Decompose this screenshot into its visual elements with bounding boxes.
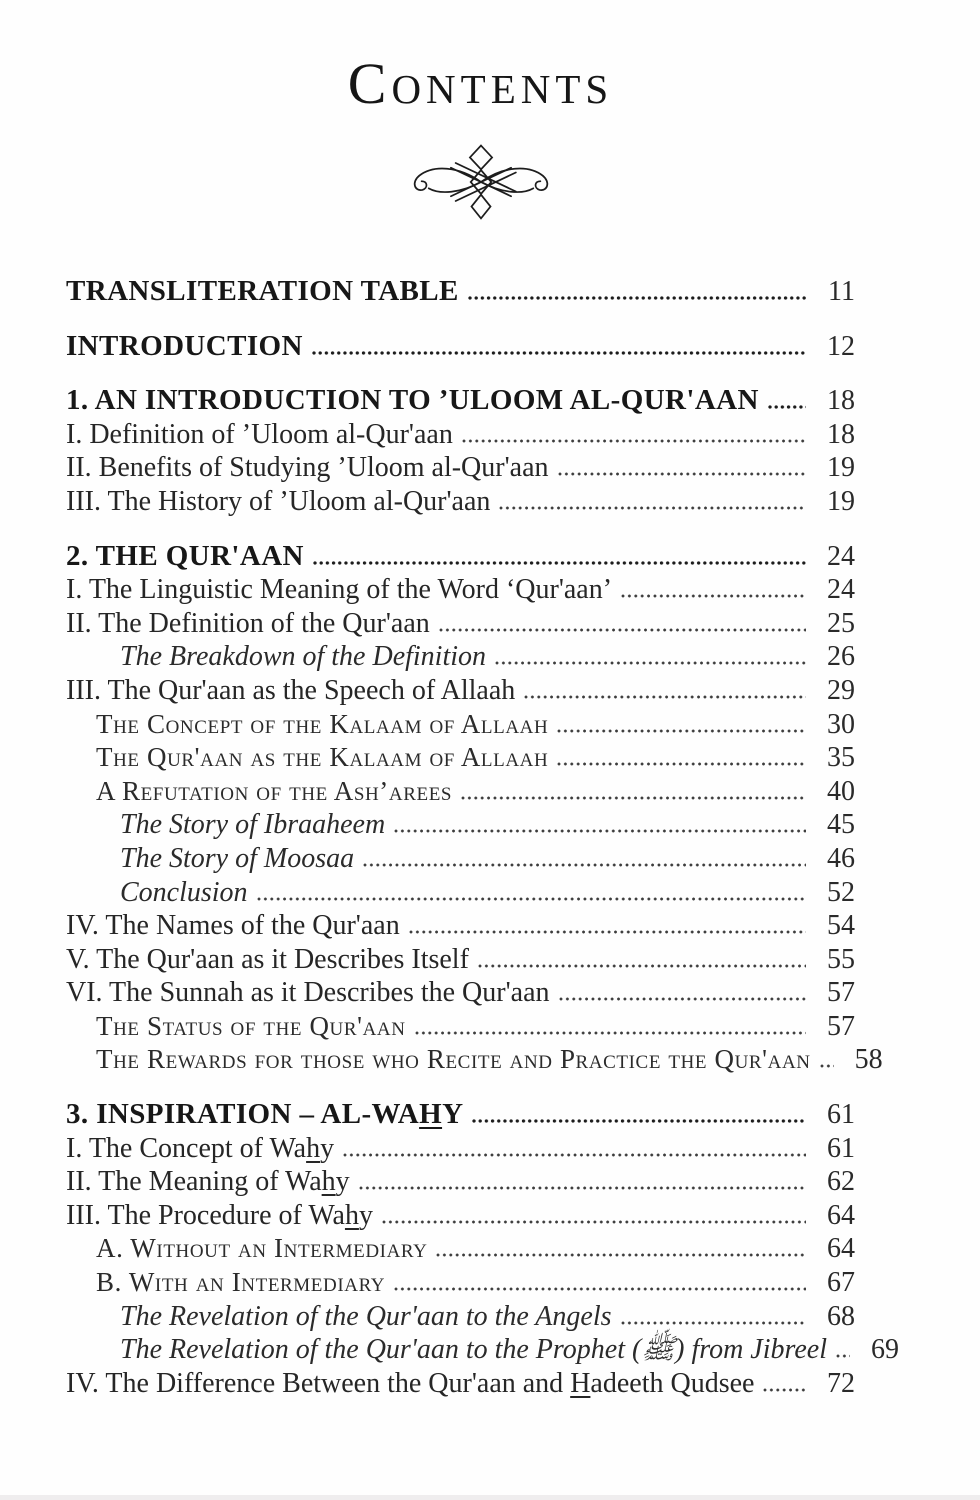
page-number: 54 bbox=[827, 910, 855, 942]
page-number: 11 bbox=[828, 276, 855, 307]
toc-entry bbox=[66, 909, 855, 943]
toc-entry-label: The Breakdown of the Definition bbox=[120, 641, 487, 673]
toc-entry bbox=[66, 1132, 855, 1166]
dot-leader bbox=[436, 1253, 806, 1257]
toc-entry-label: III. The Qur'aan as the Speech of Allaah bbox=[66, 674, 516, 706]
toc-entry-label: I. The Concept of Wahy bbox=[66, 1132, 335, 1164]
toc-entry bbox=[66, 330, 855, 364]
page-title: Contents bbox=[347, 51, 614, 116]
toc-entry bbox=[66, 1043, 883, 1077]
page-number: 25 bbox=[827, 607, 855, 639]
dot-leader bbox=[763, 1388, 806, 1392]
toc-entry-label: The Concept of the Kalaam of Allaah bbox=[96, 708, 549, 739]
dot-leader bbox=[558, 472, 807, 476]
page-number: 52 bbox=[827, 876, 855, 908]
dot-leader bbox=[394, 829, 806, 833]
toc-entry bbox=[66, 640, 855, 674]
toc-entry bbox=[66, 1266, 855, 1300]
page-number: 58 bbox=[854, 1044, 883, 1076]
page-number: 67 bbox=[827, 1267, 855, 1299]
page-number: 69 bbox=[871, 1334, 900, 1366]
page-number: 12 bbox=[827, 330, 855, 362]
dot-leader bbox=[382, 1220, 806, 1224]
toc-entry-label: III. The History of ’Uloom al-Qur'aan bbox=[66, 485, 491, 517]
toc-entry bbox=[66, 540, 855, 574]
toc-entry-label: A Refutation of the Ash’arees bbox=[96, 775, 453, 806]
toc-entry bbox=[66, 1010, 855, 1044]
page-number: 18 bbox=[827, 418, 855, 450]
toc-entry bbox=[66, 485, 855, 519]
toc-entry-label: II. The Definition of the Qur'aan bbox=[66, 607, 430, 639]
page-number: 64 bbox=[827, 1199, 855, 1231]
toc-entry bbox=[66, 741, 855, 775]
dot-leader bbox=[439, 628, 806, 632]
page-number: 40 bbox=[827, 775, 855, 807]
toc-entry bbox=[66, 451, 855, 485]
dot-leader bbox=[621, 594, 806, 598]
dot-leader bbox=[394, 1287, 806, 1291]
page-number: 45 bbox=[827, 809, 855, 841]
toc-entry bbox=[66, 418, 855, 452]
toc-entry-label: The Story of Ibraaheem bbox=[120, 809, 386, 841]
dot-leader bbox=[359, 1186, 806, 1190]
dot-leader bbox=[768, 405, 806, 409]
toc-entry-label: IV. The Difference Between the Qur'aan and Hadeeth Qudsee bbox=[66, 1367, 755, 1399]
dot-leader bbox=[468, 296, 806, 300]
page-number: 19 bbox=[827, 452, 855, 484]
toc-entry-label: The Status of the Qur'aan bbox=[96, 1010, 406, 1041]
toc-entry-label: 3. INSPIRATION – AL-WAHY bbox=[66, 1098, 464, 1131]
dot-leader bbox=[343, 1153, 806, 1157]
page-number: 26 bbox=[827, 641, 855, 673]
toc-entry-label: II. Benefits of Studying ’Uloom al-Qur'aan bbox=[66, 452, 549, 484]
page-number: 30 bbox=[827, 708, 855, 740]
toc-entry-label: INTRODUCTION bbox=[66, 329, 303, 362]
toc-entry bbox=[66, 384, 855, 418]
toc-entry-label: The Rewards for those who Recite and Practice the Qur'aan bbox=[96, 1044, 811, 1075]
toc-entry-label: II. The Meaning of Wahy bbox=[66, 1166, 350, 1198]
toc-entry-label: IV. The Names of the Qur'aan bbox=[66, 910, 400, 942]
dot-leader bbox=[557, 729, 806, 733]
toc-entry bbox=[66, 1367, 855, 1401]
page-number: 24 bbox=[827, 574, 855, 606]
toc-entry bbox=[66, 1165, 855, 1199]
dot-leader bbox=[836, 1354, 850, 1358]
page-number: 55 bbox=[827, 943, 855, 975]
toc-entry bbox=[66, 808, 855, 842]
toc-entry bbox=[66, 1300, 855, 1334]
toc-entry-label: The Qur'aan as the Kalaam of Allaah bbox=[96, 742, 549, 773]
toc-entry bbox=[66, 943, 855, 977]
toc-entry-label: Conclusion bbox=[120, 876, 248, 908]
dot-leader bbox=[820, 1064, 834, 1068]
page-number: 18 bbox=[827, 385, 855, 417]
dot-leader bbox=[557, 762, 806, 766]
table-of-contents bbox=[66, 275, 900, 1400]
toc-entry-label: The Story of Moosaa bbox=[120, 842, 355, 874]
toc-entry bbox=[66, 976, 855, 1010]
toc-entry bbox=[66, 1232, 855, 1266]
toc-entry bbox=[66, 775, 855, 809]
page-number: 19 bbox=[827, 485, 855, 517]
toc-entry bbox=[66, 876, 855, 910]
toc-entry-label: 1. AN INTRODUCTION TO ’ULOOM AL-QUR'AAN bbox=[66, 384, 759, 417]
page-number: 64 bbox=[827, 1233, 855, 1265]
toc-entry bbox=[66, 275, 855, 309]
toc-entry-label: TRANSLITERATION TABLE bbox=[66, 275, 459, 307]
toc-entry-label: I. The Linguistic Meaning of the Word ‘Qur'aan’ bbox=[66, 574, 613, 606]
toc-entry-label: A. Without an Intermediary bbox=[96, 1233, 428, 1264]
page-number: 68 bbox=[827, 1300, 855, 1332]
toc-entry bbox=[66, 1333, 900, 1367]
ornament-flourish-icon bbox=[66, 144, 895, 225]
toc-entry bbox=[66, 674, 855, 708]
page-number: 35 bbox=[827, 742, 855, 774]
page-number: 61 bbox=[827, 1099, 855, 1131]
dot-leader bbox=[312, 351, 806, 355]
dot-leader bbox=[415, 1031, 806, 1035]
dot-leader bbox=[559, 997, 806, 1001]
page-number: 57 bbox=[827, 977, 855, 1009]
dot-leader bbox=[621, 1321, 806, 1325]
page-number: 46 bbox=[827, 842, 855, 874]
toc-entry-label: 2. THE QUR'AAN bbox=[66, 539, 304, 572]
page-number: 61 bbox=[827, 1132, 855, 1164]
dot-leader bbox=[462, 439, 806, 443]
dot-leader bbox=[409, 930, 806, 934]
toc-entry bbox=[66, 607, 855, 641]
toc-entry-label: I. Definition of ’Uloom al-Qur'aan bbox=[66, 418, 453, 450]
toc-entry-label: The Revelation of the Qur'aan to the Angels bbox=[120, 1300, 612, 1332]
dot-leader bbox=[472, 1119, 806, 1123]
toc-entry-label: V. The Qur'aan as it Describes Itself bbox=[66, 943, 469, 975]
page-number: 62 bbox=[827, 1166, 855, 1198]
toc-entry-label: The Revelation of the Qur'aan to the Prophet (ﷺ) from Jibreel bbox=[120, 1334, 828, 1366]
page-number: 72 bbox=[827, 1367, 855, 1399]
toc-entry bbox=[66, 708, 855, 742]
toc-entry-label: VI. The Sunnah as it Describes the Qur'aan bbox=[66, 977, 550, 1009]
dot-leader bbox=[499, 506, 806, 510]
dot-leader bbox=[257, 897, 806, 901]
toc-entry bbox=[66, 1098, 855, 1132]
page-number: 29 bbox=[827, 674, 855, 706]
toc-entry bbox=[66, 573, 855, 607]
dot-leader bbox=[313, 561, 806, 565]
toc-entry bbox=[66, 842, 855, 876]
page-number: 24 bbox=[827, 540, 855, 572]
dot-leader bbox=[478, 964, 806, 968]
dot-leader bbox=[495, 661, 806, 665]
page-number: 57 bbox=[827, 1010, 855, 1042]
toc-entry-label: B. With an Intermediary bbox=[96, 1267, 386, 1298]
toc-entry bbox=[66, 1199, 855, 1233]
toc-entry-label: III. The Procedure of Wahy bbox=[66, 1199, 373, 1231]
dot-leader bbox=[524, 695, 806, 699]
dot-leader bbox=[461, 796, 806, 800]
dot-leader bbox=[363, 863, 806, 867]
